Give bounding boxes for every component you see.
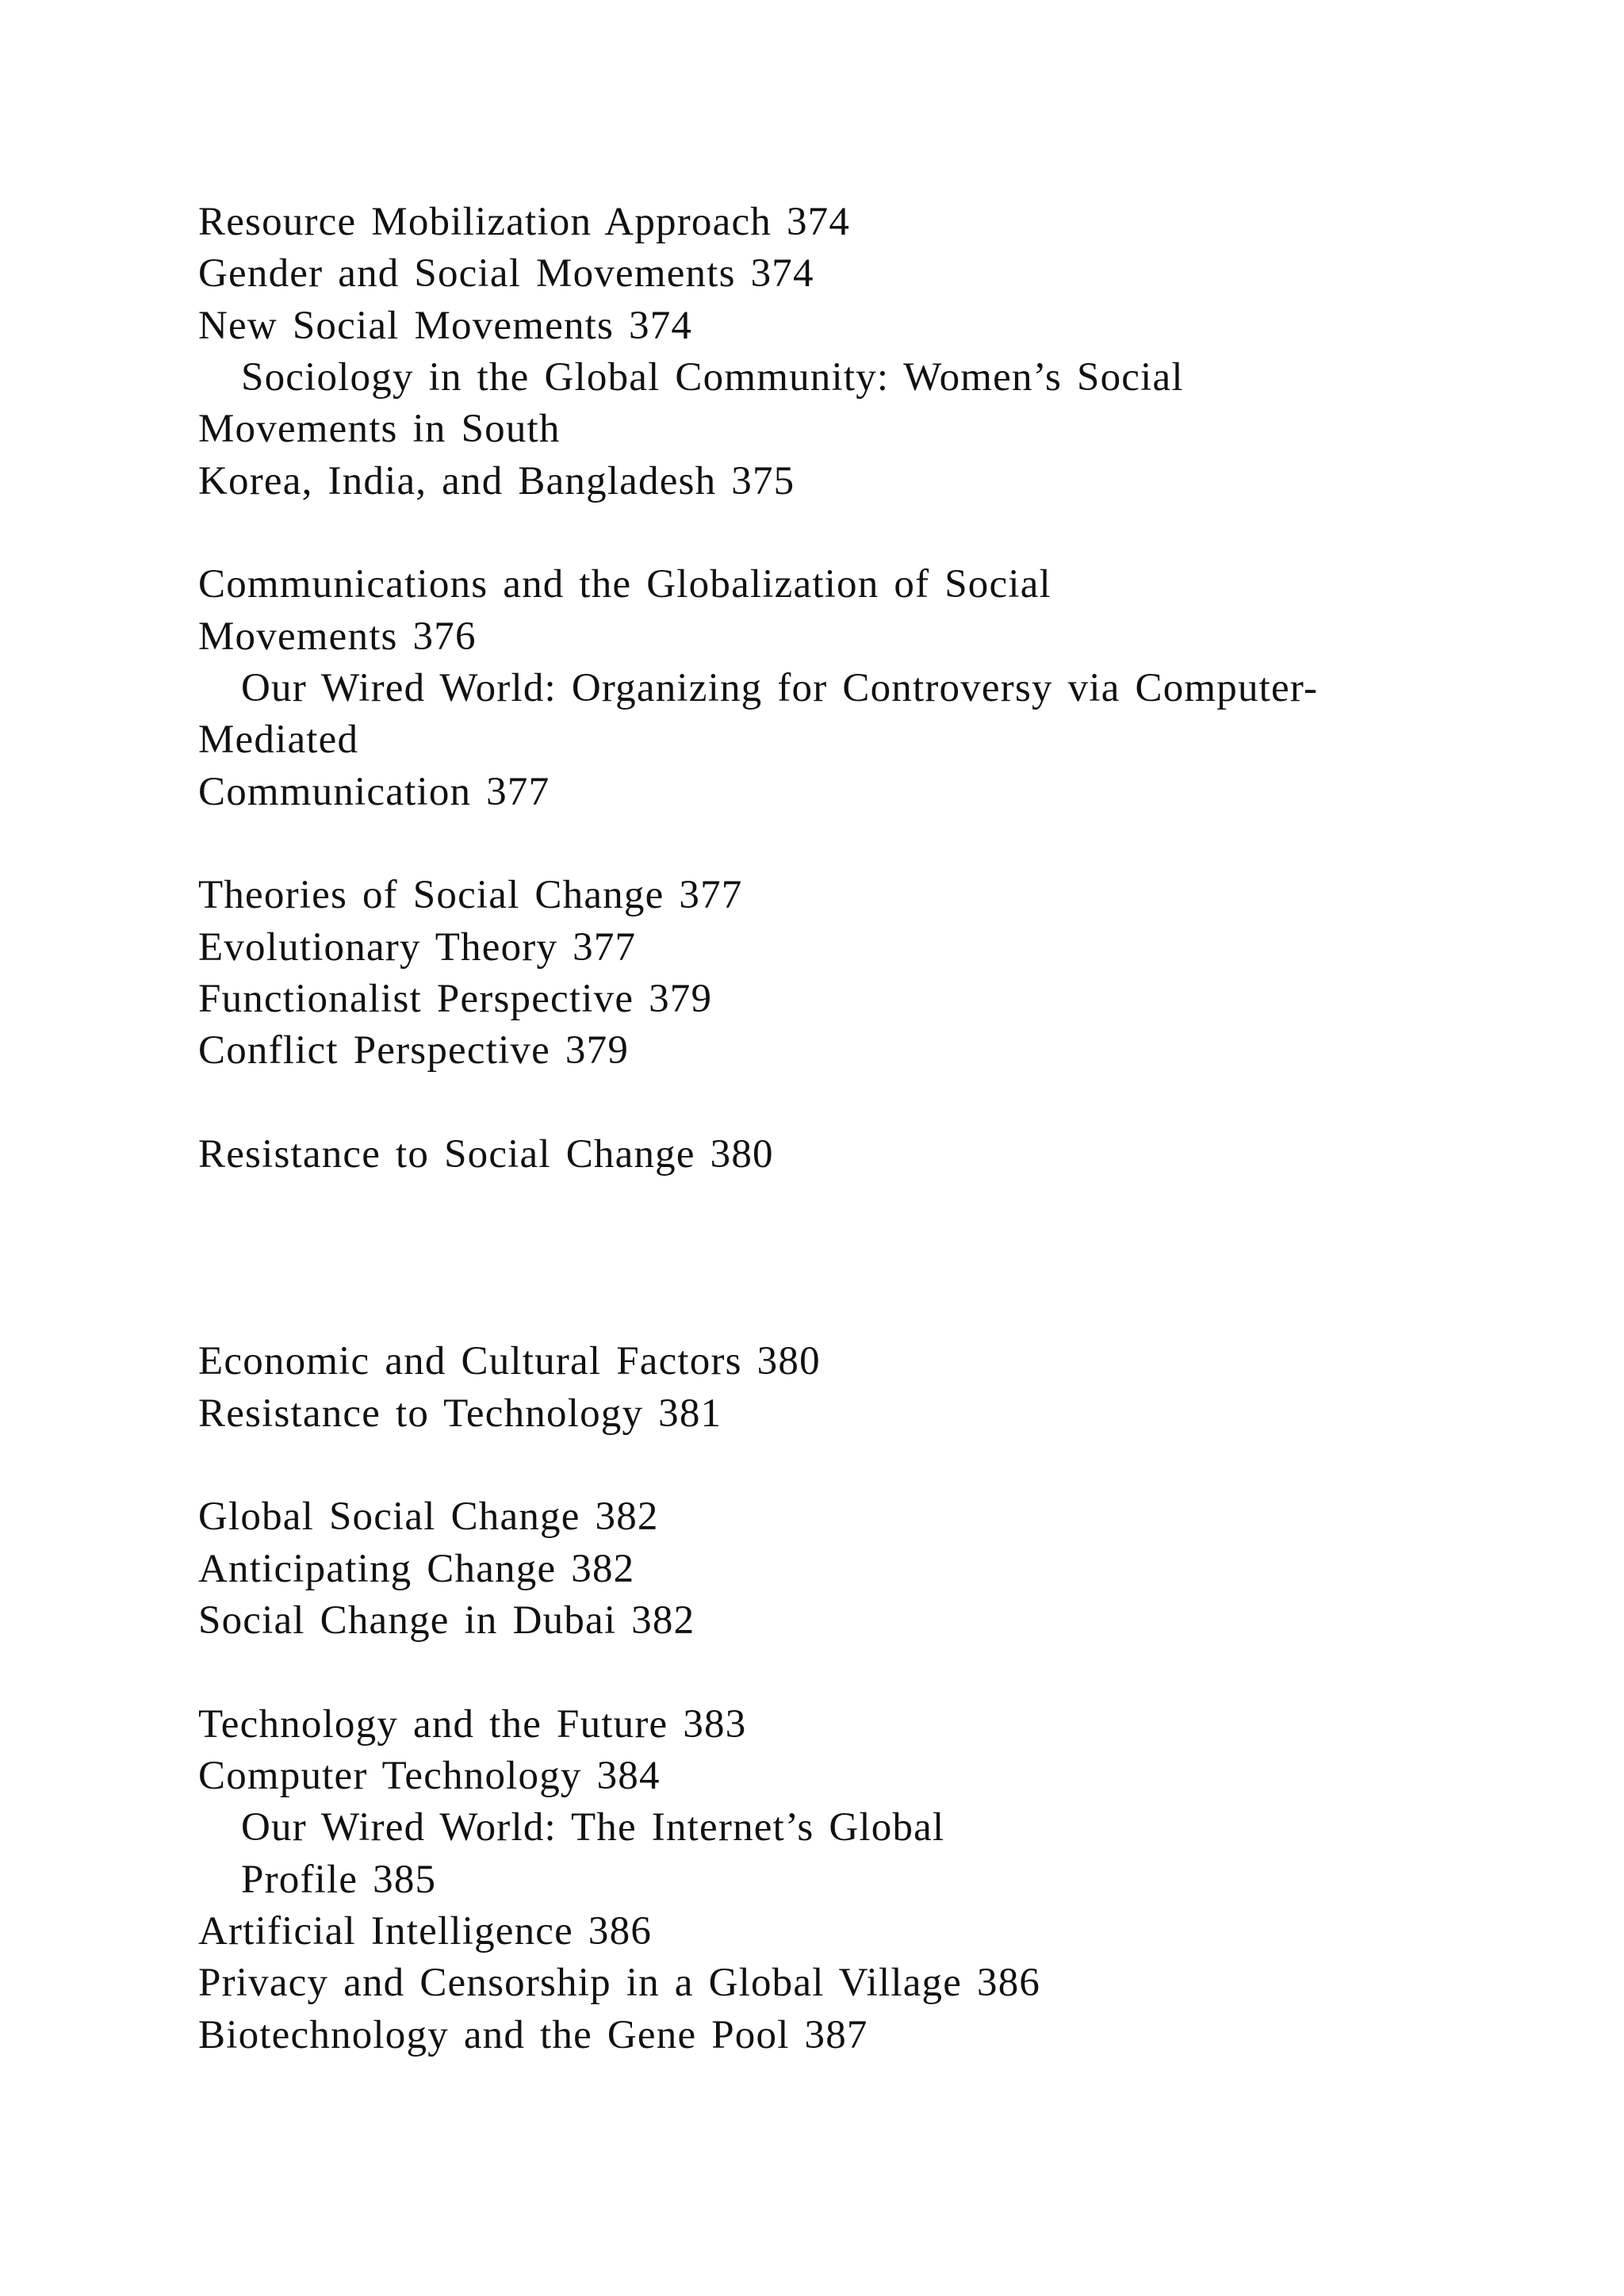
- toc-entry: Our Wired World: The Internet’s Global: [241, 1805, 945, 1850]
- toc-entry: Economic and Cultural Factors 380: [198, 1339, 821, 1383]
- toc-entry: Mediated: [198, 718, 359, 762]
- toc-entry: Korea, India, and Bangladesh 375: [198, 459, 795, 503]
- toc-entry: Resistance to Technology 381: [198, 1391, 722, 1436]
- toc-entry: Movements in South: [198, 407, 561, 451]
- toc-entry: Social Change in Dubai 382: [198, 1598, 695, 1643]
- toc-entry: Resistance to Social Change 380: [198, 1132, 774, 1177]
- toc-entry: Evolutionary Theory 377: [198, 925, 637, 970]
- toc-entry: Global Social Change 382: [198, 1494, 659, 1539]
- toc-entry: Functionalist Perspective 379: [198, 977, 713, 1021]
- toc-entry: Communications and the Globalization of Social: [198, 562, 1051, 607]
- toc-entry: Anticipating Change 382: [198, 1547, 635, 1591]
- toc-entry: Privacy and Censorship in a Global Village 386: [198, 1961, 1041, 2005]
- toc-entry: Technology and the Future 383: [198, 1702, 747, 1747]
- toc-entry: Communication 377: [198, 770, 550, 814]
- toc-entry: Conflict Perspective 379: [198, 1028, 630, 1073]
- toc-entry: Theories of Social Change 377: [198, 873, 743, 917]
- toc-entry: Biotechnology and the Gene Pool 387: [198, 2013, 868, 2057]
- toc-entry: Sociology in the Global Community: Women’s Social: [241, 355, 1184, 400]
- toc-entry: Artificial Intelligence 386: [198, 1909, 653, 1954]
- toc-entry: Profile 385: [241, 1858, 437, 1902]
- toc-entry: Our Wired World: Organizing for Controversy via Computer-: [241, 666, 1319, 710]
- toc-entry: Movements 376: [198, 614, 477, 659]
- toc-entry: New Social Movements 374: [198, 304, 693, 348]
- toc-entry: Gender and Social Movements 374: [198, 251, 814, 296]
- toc-entry: Resource Mobilization Approach 374: [198, 200, 851, 244]
- toc-entry: Computer Technology 384: [198, 1754, 661, 1798]
